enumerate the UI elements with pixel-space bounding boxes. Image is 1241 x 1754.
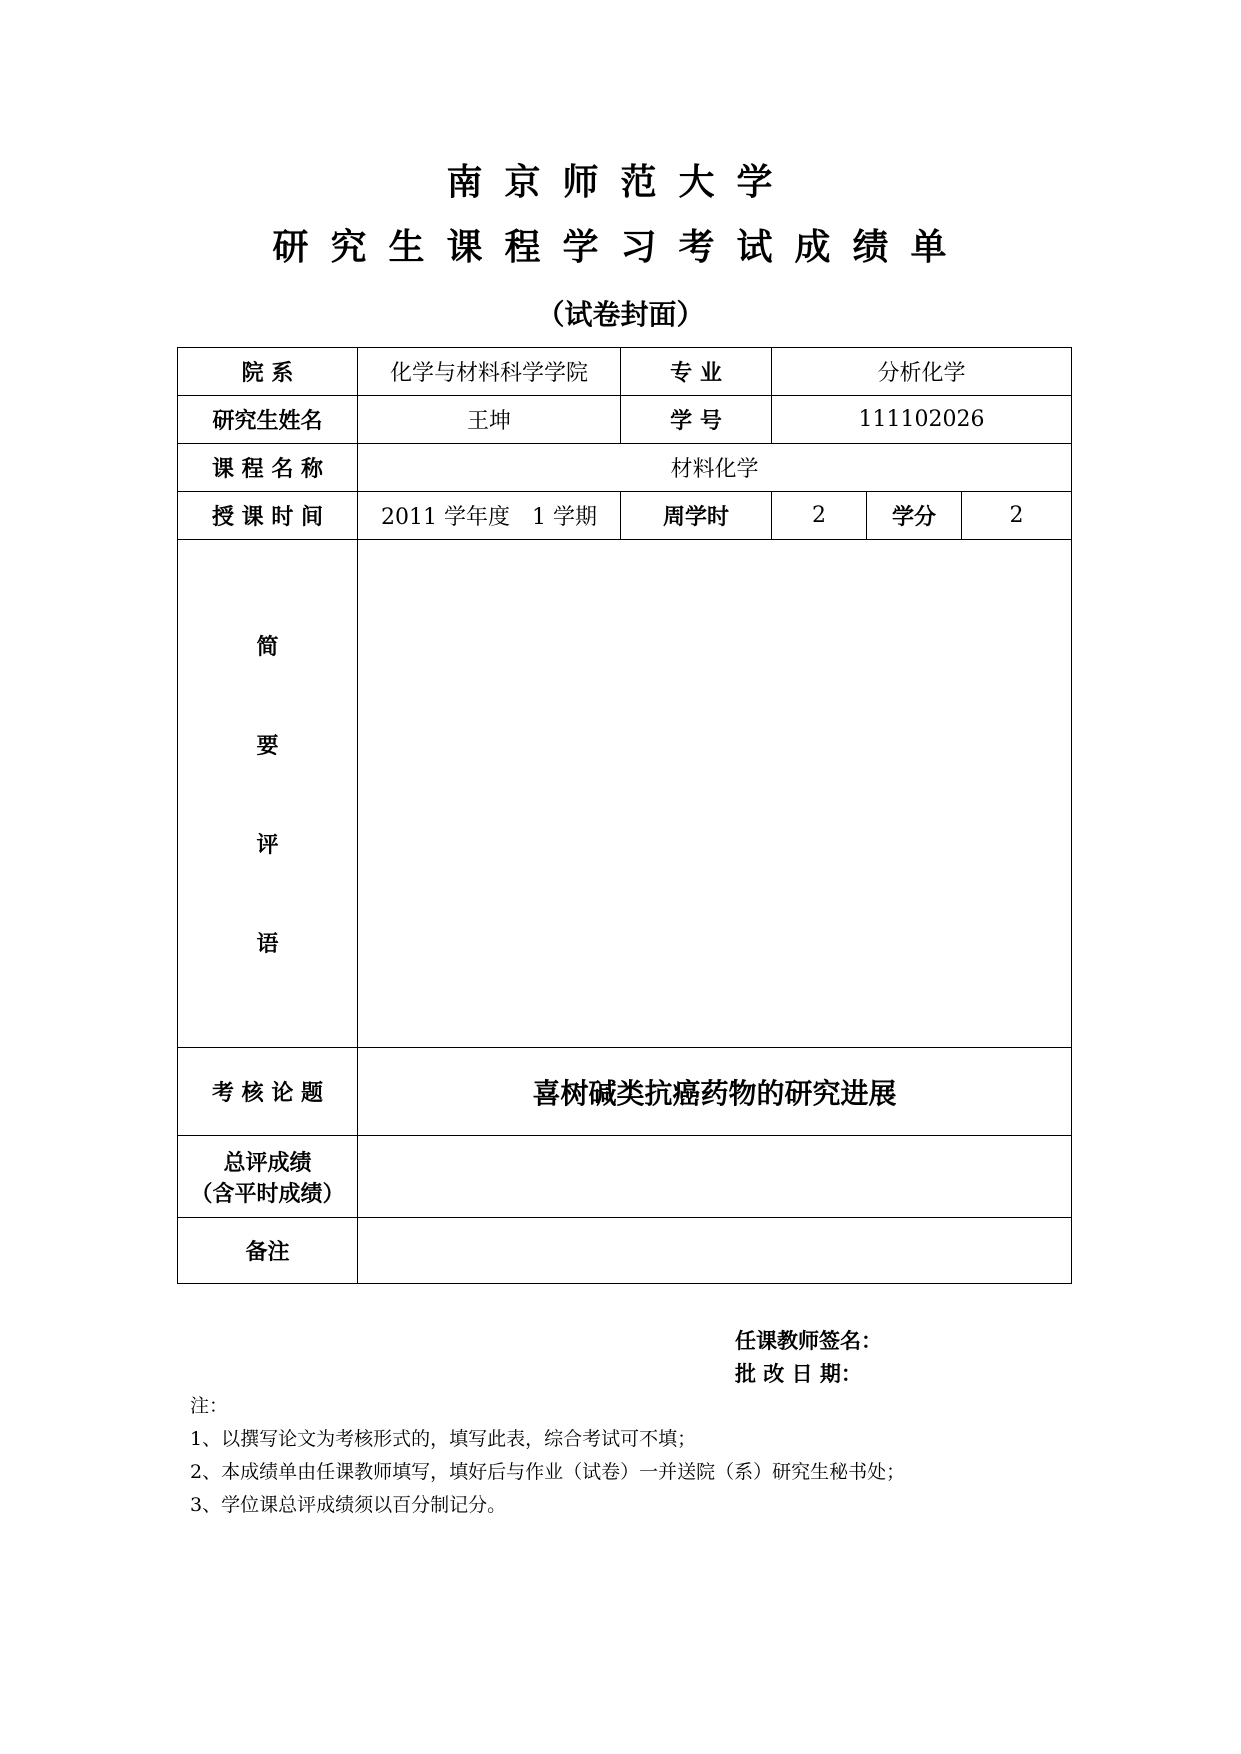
weekly-hours-label: 周学时 [621,492,772,540]
table-row [178,1136,1072,1218]
comment-field[interactable] [358,540,1072,1048]
score-label-line1: 总评成绩 [223,1149,312,1176]
comment-label [178,540,358,1048]
form-title: 研究生课程学习考试成绩单 [272,226,969,268]
note-item: 3、学位课总评成绩须以百分制记分。 [190,1494,507,1516]
time-value: 2011 学年度 1 学期 [358,492,621,540]
score-field[interactable] [358,1136,1072,1218]
credit-label: 学分 [867,492,962,540]
grading-date-label: 批 改 日 期： [735,1361,862,1386]
time-label: 授 课 时 间 [178,492,358,540]
name-label: 研究生姓名 [178,396,358,444]
comment-char: 简 [256,633,279,660]
id-value: 111102026 [772,396,1072,444]
id-label: 学 号 [621,396,772,444]
table-row [178,492,1072,540]
major-value: 分析化学 [772,348,1072,396]
table-row [178,540,1072,1048]
table-row [178,444,1072,492]
teacher-signature-label: 任课教师签名： [735,1328,882,1353]
name-value: 王坤 [358,396,621,444]
score-label [178,1136,358,1218]
university-title: 南京师范大学 [446,161,795,203]
topic-value: 喜树碱类抗癌药物的研究进展 [358,1048,1072,1136]
table-row [178,396,1072,444]
comment-char: 评 [256,831,279,858]
table-row [178,1048,1072,1136]
score-label-line2: （含平时成绩） [190,1180,345,1207]
form-subtitle: （试卷封面） [536,298,705,331]
note-item: 2、本成绩单由任课教师填写，填好后与作业（试卷）一并送院（系）研究生秘书处； [190,1461,906,1483]
dept-value: 化学与材料科学学院 [358,348,621,396]
remarks-label: 备注 [178,1218,358,1284]
score-form-table [177,347,1072,1284]
comment-char: 要 [256,732,279,759]
note-item: 1、以撰写论文为考核形式的，填写此表，综合考试可不填； [190,1428,697,1450]
remarks-field[interactable] [358,1218,1072,1284]
notes-section [190,1390,905,1522]
table-row [178,1218,1072,1284]
course-label: 课 程 名 称 [178,444,358,492]
major-label: 专 业 [621,348,772,396]
credit-value: 2 [962,492,1072,540]
weekly-hours-value: 2 [772,492,867,540]
comment-char: 语 [256,930,279,957]
table-row [178,348,1072,396]
dept-label: 院 系 [178,348,358,396]
notes-title: 注： [190,1395,229,1417]
course-value: 材料化学 [358,444,1072,492]
topic-label: 考 核 论 题 [178,1048,358,1136]
